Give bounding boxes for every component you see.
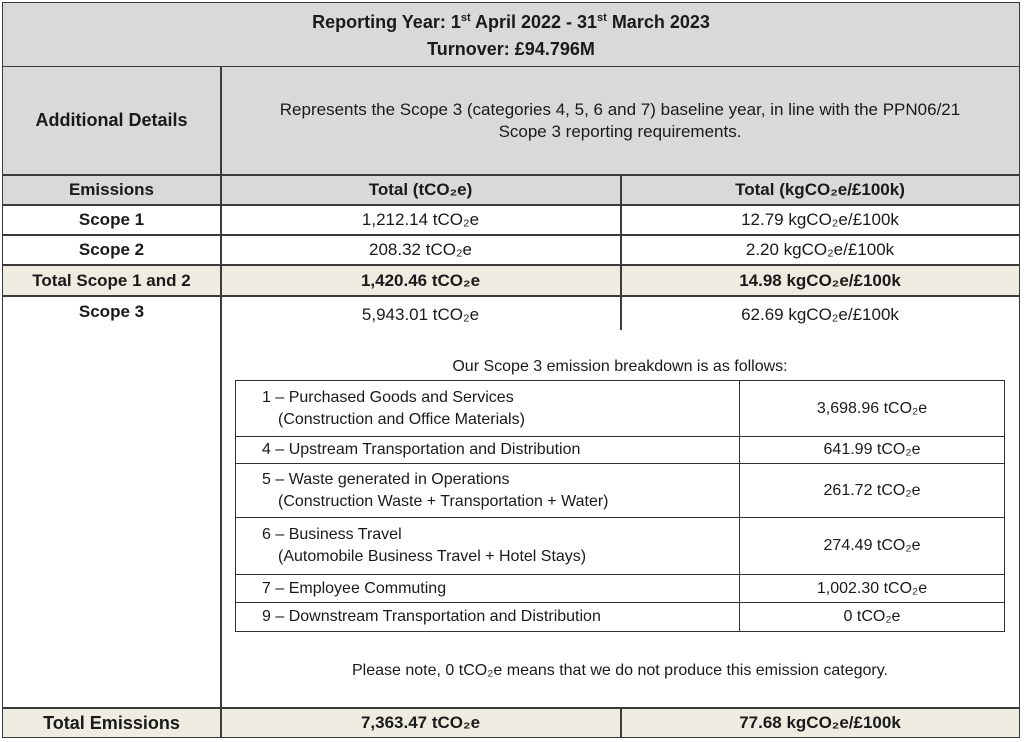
breakdown-row xyxy=(236,603,1004,631)
report-header xyxy=(3,3,1019,67)
row-total-scope-2: 208.32 tCO₂e xyxy=(369,239,472,259)
additional-details-label-cell xyxy=(3,67,220,174)
row-label-scope-1: Scope 1 xyxy=(78,209,145,229)
divider xyxy=(620,708,622,738)
row-intensity-scope-1: 12.79 kgCO₂e/£100k xyxy=(741,209,899,229)
row-label-scope-3: Scope 3 xyxy=(78,301,145,321)
divider xyxy=(3,707,1019,709)
row-total-scope-1-2: 1,420.46 tCO₂e xyxy=(221,266,620,295)
column-header-emissions: Emissions xyxy=(3,175,220,204)
breakdown-category: 9 – Downstream Transportation and Distribution xyxy=(236,603,740,631)
breakdown-category: 1 – Purchased Goods and Services (Construction and Office Materials) xyxy=(236,381,740,436)
row-total-scope-1: 1,212.14 tCO₂e xyxy=(361,209,480,229)
breakdown-intro: Our Scope 3 emission breakdown is as follows: xyxy=(452,358,788,375)
row-intensity-scope-1-2: 14.98 kgCO₂e/£100k xyxy=(621,266,1019,295)
divider xyxy=(3,264,1019,266)
column-header-total: Total (tCO₂e) xyxy=(221,175,620,204)
row-label-total-emissions: Total Emissions xyxy=(3,709,220,737)
breakdown-value: 0 tCO₂e xyxy=(843,608,901,625)
breakdown-row xyxy=(236,381,1004,437)
breakdown-category: 6 – Business Travel (Automobile Business Travel + Hotel Stays) xyxy=(236,518,740,574)
row-intensity-scope-3: 62.69 kgCO₂e/£100k xyxy=(741,304,899,324)
breakdown-row xyxy=(236,464,1004,518)
row-label-scope-2: Scope 2 xyxy=(78,239,145,259)
breakdown-value: 3,698.96 tCO₂e xyxy=(816,399,928,417)
scope-3-breakdown-table xyxy=(235,380,1005,632)
divider xyxy=(3,204,1019,206)
breakdown-category: 7 – Employee Commuting xyxy=(236,575,740,602)
row-intensity-scope-2: 2.20 kgCO₂e/£100k xyxy=(745,239,895,259)
additional-details-text: Represents the Scope 3 (categories 4, 5, 6 and 7) baseline year, in line with the PPN06/21 Scope 3 reporting requirements. xyxy=(279,99,961,141)
row-total-scope-3: 5,943.01 tCO₂e xyxy=(361,304,480,324)
breakdown-value: 274.49 tCO₂e xyxy=(823,537,921,554)
row-intensity-total-emissions: 77.68 kgCO₂e/£100k xyxy=(621,709,1019,737)
divider xyxy=(220,67,222,738)
breakdown-category: 4 – Upstream Transportation and Distribution xyxy=(236,437,740,463)
row-total-emissions: 7,363.47 tCO₂e xyxy=(221,709,620,737)
breakdown-category: 5 – Waste generated in Operations (Construction Waste + Transportation + Water) xyxy=(236,464,740,517)
turnover: Turnover: £94.796M xyxy=(427,39,595,59)
divider xyxy=(3,295,1019,297)
breakdown-value: 261.72 tCO₂e xyxy=(823,481,921,499)
breakdown-row xyxy=(236,518,1004,575)
additional-details-text-cell xyxy=(221,67,1019,174)
column-header-intensity: Total (kgCO₂e/£100k) xyxy=(621,175,1019,204)
breakdown-value: 641.99 tCO₂e xyxy=(823,441,921,458)
breakdown-value: 1,002.30 tCO₂e xyxy=(816,579,928,597)
divider xyxy=(620,174,622,330)
reporting-year: Reporting Year: 1st April 2022 - 31st March 2023 xyxy=(312,12,710,32)
breakdown-note: Please note, 0 tCO₂e means that we do not produce this emission category. xyxy=(352,662,888,679)
divider xyxy=(3,234,1019,236)
additional-details-label: Additional Details xyxy=(35,110,188,130)
breakdown-row xyxy=(236,437,1004,464)
breakdown-row xyxy=(236,575,1004,603)
row-label-total-scope-1-2: Total Scope 1 and 2 xyxy=(3,266,220,295)
divider xyxy=(3,174,1019,176)
